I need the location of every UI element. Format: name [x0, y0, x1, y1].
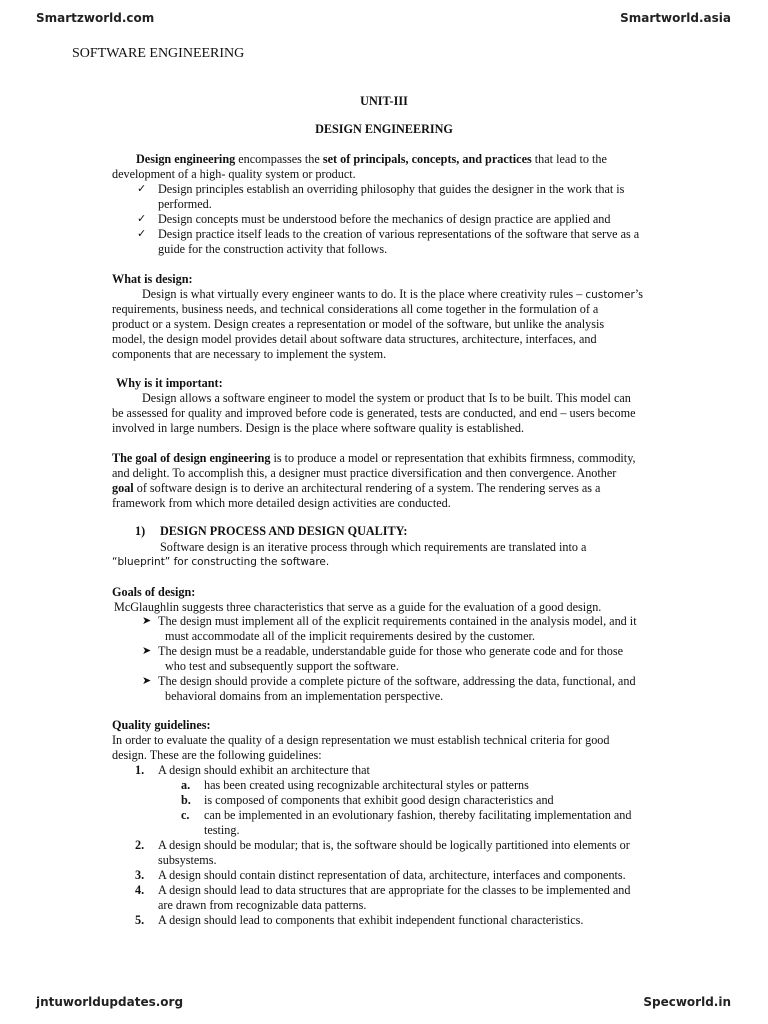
text-run: is to produce a model or representation that exhibits firmness, commodity, [270, 451, 636, 465]
guideline-number: 2. [135, 838, 145, 852]
intro-line-1 [136, 152, 607, 167]
text-run: ’s [634, 287, 643, 301]
text-run: of software design is to derive an architectural rendering of a system. The rendering serves as a [133, 481, 601, 495]
sub-item-line: testing. [204, 823, 240, 837]
goals-item-line: must accommodate all of the implicit requirements desired by the customer. [165, 629, 535, 643]
sub-item-letter: b. [181, 793, 191, 807]
unit-heading: UNIT-III [360, 94, 408, 108]
intro-bullet-line: guide for the construction activity that follows. [158, 242, 388, 256]
guideline-line: A design should lead to components that exhibit independent functional characteristics. [158, 913, 584, 927]
goal-line: and delight. To accomplish this, a designer must practice diversification and then convergence. Another [112, 466, 617, 480]
why-important-line: Design allows a software engineer to model the system or product that Is to be built. This model can [142, 391, 631, 405]
arrowhead-bullet-icon: ➤ [142, 644, 152, 657]
what-is-design-line: components that are necessary to implement the system. [112, 347, 387, 361]
what-is-design-line [142, 287, 643, 303]
guideline-number: 4. [135, 883, 145, 897]
section-line: “blueprint” for constructing the software. [112, 556, 330, 568]
goals-of-design-heading: Goals of design: [112, 585, 196, 599]
subject-heading: SOFTWARE ENGINEERING [72, 46, 245, 61]
watermark-bottom-right: Specworld.in [643, 995, 731, 1009]
goal-line: framework from which more detailed design activities are conducted. [112, 496, 451, 510]
guideline-line: A design should contain distinct representation of data, architecture, interfaces and components. [158, 868, 626, 882]
page-title: DESIGN ENGINEERING [315, 122, 453, 136]
sub-item-letter: c. [181, 808, 190, 822]
watermark-top-right: Smartworld.asia [620, 11, 731, 25]
why-important-line: be assessed for quality and improved before code is generated, tests are conducted, and end – users become [112, 406, 636, 420]
guideline-line: A design should be modular; that is, the software should be logically partitioned into elements or [158, 838, 630, 852]
goal-line [112, 451, 636, 466]
intro-bullet-line: Design concepts must be understood before the mechanics of design practice are applied and [158, 212, 611, 226]
guideline-number: 1. [135, 763, 145, 777]
intro-bold-phrase: set of principals, concepts, and practices [322, 152, 532, 166]
text-run: customer [585, 289, 635, 301]
intro-bullet-line: performed. [158, 197, 212, 211]
goals-item-line: behavioral domains from an implementation perspective. [165, 689, 444, 703]
guideline-number: 5. [135, 913, 145, 927]
why-important-line: involved in large numbers. Design is the place where software quality is established. [112, 421, 525, 435]
goals-item-line: who test and subsequently support the software. [165, 659, 399, 673]
guideline-line: subsystems. [158, 853, 217, 867]
watermark-bottom-left: jntuworldupdates.org [36, 995, 184, 1009]
guideline-line: A design should lead to data structures that are appropriate for the classes to be implemented and [158, 883, 631, 897]
intro-bullet-line: Design principles establish an overriding philosophy that guides the designer in the work that is [158, 182, 625, 196]
watermark-top-left: Smartzworld.com [36, 11, 155, 25]
goals-item-line: The design must be a readable, understandable guide for those who generate code and for those [158, 644, 623, 658]
intro-text: encompasses the [235, 152, 323, 166]
what-is-design-line: product or a system. Design creates a representation or model of the software, but unlike the analysis [112, 317, 605, 331]
arrowhead-bullet-icon: ➤ [142, 614, 152, 627]
goals-of-design-intro: McGlaughlin suggests three characteristics that serve as a guide for the evaluation of a good design. [114, 600, 602, 614]
intro-lead: Design engineering [136, 152, 236, 166]
sub-item-line: is composed of components that exhibit good design characteristics and [204, 793, 554, 807]
guideline-line: A design should exhibit an architecture that [158, 763, 370, 777]
text-run: Design is what virtually every engineer wants to do. It is the place where creativity rules – [142, 287, 586, 301]
goal-line [112, 481, 600, 496]
check-mark-icon: ✓ [137, 227, 147, 240]
goal-bold: The goal of design engineering [112, 451, 271, 465]
check-mark-icon: ✓ [137, 182, 147, 195]
sub-item-letter: a. [181, 778, 191, 792]
intro-bullet-line: Design practice itself leads to the creation of various representations of the software that serve as a [158, 227, 640, 241]
sub-item-line: can be implemented in an evolutionary fashion, thereby facilitating implementation and [204, 808, 632, 822]
what-is-design-line: model, the design model provides detail about software data structures, architecture, interfaces, and [112, 332, 597, 346]
guideline-number: 3. [135, 868, 145, 882]
what-is-design-line: requirements, business needs, and technical considerations all come together in the formulation of a [112, 302, 599, 316]
section-number: 1) [135, 524, 146, 538]
sub-item-line: has been created using recognizable architectural styles or patterns [204, 778, 529, 792]
section-heading: DESIGN PROCESS AND DESIGN QUALITY: [160, 524, 408, 538]
quality-intro-line: design. These are the following guidelines: [112, 748, 322, 762]
what-is-design-heading: What is design: [112, 272, 193, 286]
intro-text: that lead to the [531, 152, 607, 166]
intro-line-2: development of a high- quality system or product. [112, 167, 356, 181]
guideline-line: are drawn from recognizable data patterns. [158, 898, 367, 912]
section-line: Software design is an iterative process through which requirements are translated into a [160, 540, 587, 554]
goals-item-line: The design must implement all of the explicit requirements contained in the analysis model, and it [158, 614, 637, 628]
arrowhead-bullet-icon: ➤ [142, 674, 152, 687]
goals-item-line: The design should provide a complete picture of the software, addressing the data, functional, and [158, 674, 636, 688]
quality-guidelines-heading: Quality guidelines: [112, 718, 211, 732]
goal-bold: goal [112, 481, 134, 495]
why-important-heading: Why is it important: [116, 376, 223, 390]
quality-intro-line: In order to evaluate the quality of a design representation we must establish technical criteria for good [112, 733, 610, 747]
check-mark-icon: ✓ [137, 212, 147, 225]
